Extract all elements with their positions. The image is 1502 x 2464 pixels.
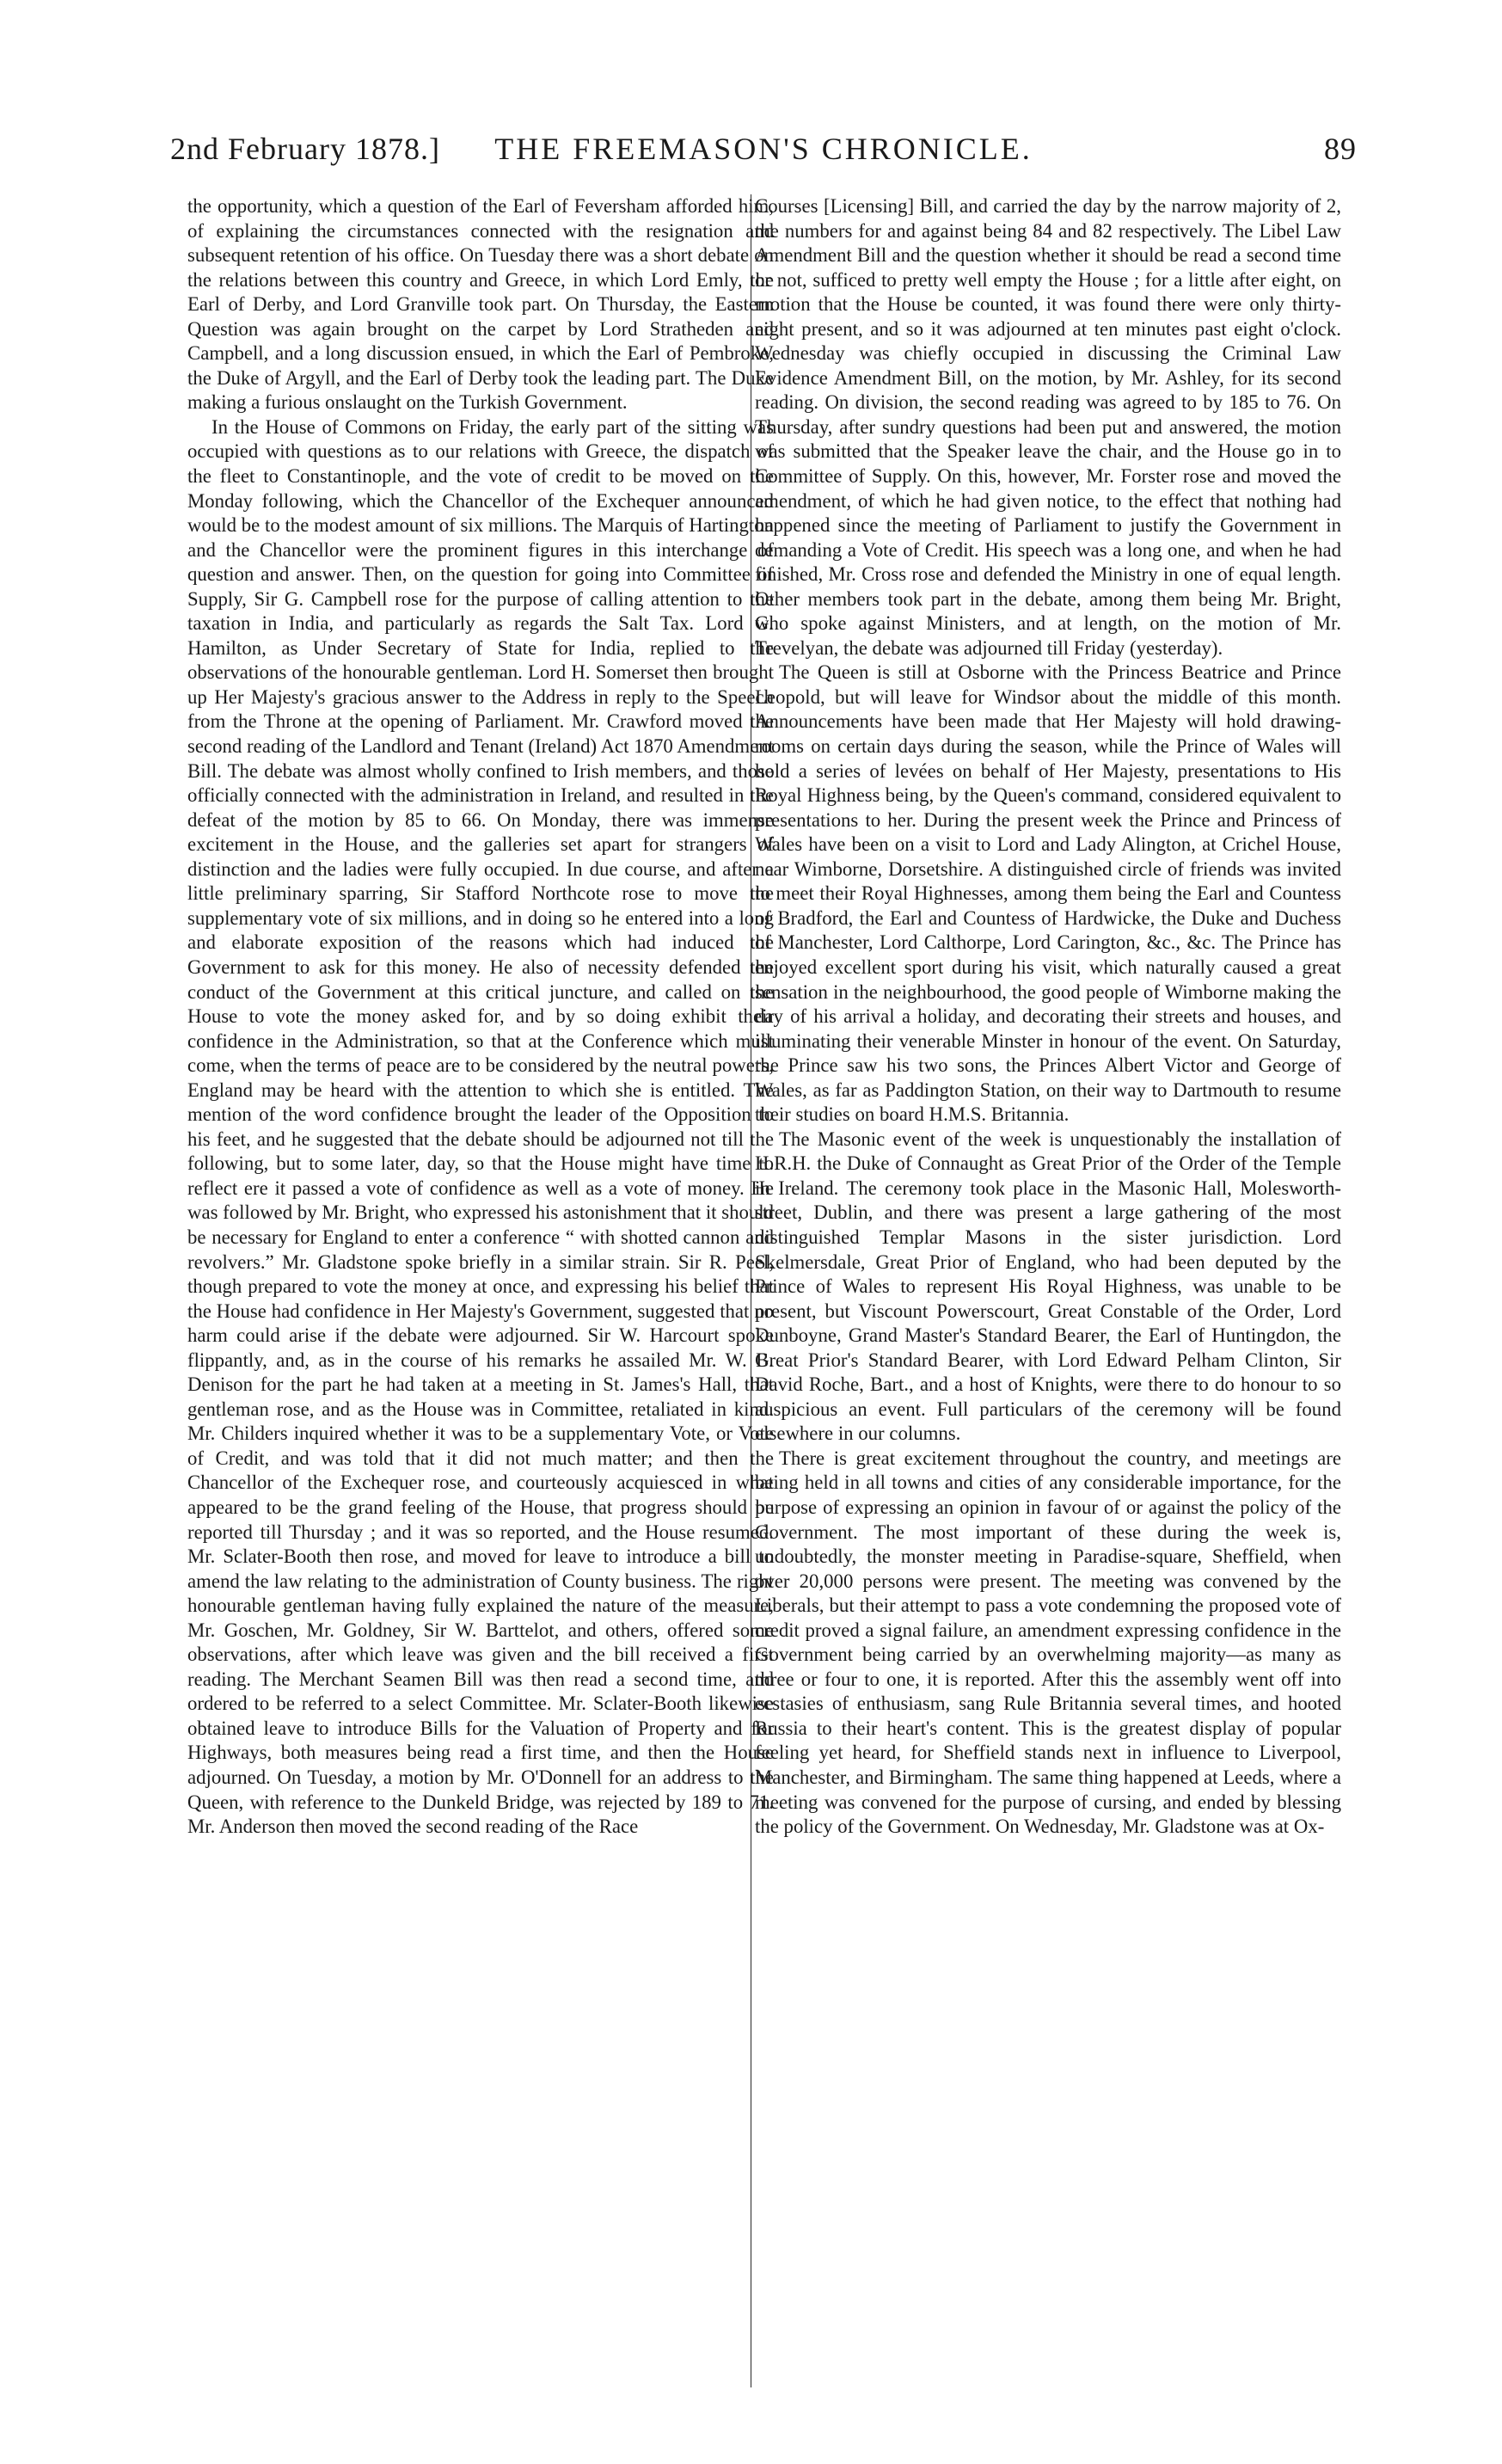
left-column	[187, 194, 774, 1840]
page-number: 89	[1324, 132, 1357, 166]
article-paragraph: The Masonic event of the week is unquestionably the installation of H.R.H. the Duke of Connaught as Great Prior of the Order of the Temple in Ireland. The ceremony took place in the Masonic Hall, Molesworth-street, Dublin, and there was present a large gathering of the most distinguished Templar Masons in the sister jurisdiction. Lord Skelmersdale, Great Prior of England, who had been deputed by the Prince of Wales to represent His Royal Highness, was unable to be present, but Viscount Powerscourt, Great Constable of the Order, Lord Dunboyne, Grand Master's Standard Bearer, the Earl of Huntingdon, the Great Prior's Standard Bearer, with Lord Edward Pelham Clinton, Sir David Roche, Bart., and a host of Knights, were there to do honour to so auspicious an event. Full particulars of the ceremony will be found elsewhere in our columns.	[755, 1128, 1341, 1445]
page-header	[170, 131, 1357, 182]
article-paragraph: There is great excitement throughout the country, and meetings are being held in all towns and cities of any considerable importance, for the purpose of expressing an opinion in favour of or against the policy of the Government. The most important of these during the week is, undoubtedly, the monster meeting in Paradise-square, Sheffield, when over 20,000 persons were present. The meeting was convened by the Liberals, but their attempt to pass a vote condemning the proposed vote of credit proved a signal failure, an amendment expressing confidence in the Government being carried by an overwhelming majority—as many as three or four to one, it is reported. After this the assembly went off into ecstasies of enthusiasm, sang Rule Britannia several times, and hooted Russia to their heart's content. This is the greatest display of popular feeling yet heard, for Sheffield stands next in influence to Liverpool, Manchester, and Birmingham. The same thing happened at Leeds, where a meeting was convened for the purpose of cursing, and ended by blessing the policy of the Government. On Wednesday, Mr. Gladstone was at Ox-	[755, 1447, 1341, 1838]
issue-date: 2nd February 1878.]	[170, 132, 440, 166]
article-paragraph: the opportunity, which a question of the Earl of Feversham afforded him, of explaining the circumstances connected with the resignation and subsequent retention of his office. On Tuesday there was a short debate on the relations between this country and Greece, in which Lord Emly, the Earl of Derby, and Lord Granville took part. On Thursday, the Eastern Question was again brought on the carpet by Lord Stratheden and Campbell, and a long discussion ensued, in which the Earl of Pembroke, the Duke of Argyll, and the Earl of Derby took the leading part. The Duke making a furious onslaught on the Turkish Government.	[187, 195, 774, 414]
publication-title: THE FREEMASON'S CHRONICLE.	[494, 132, 1033, 166]
article-paragraph: Courses [Licensing] Bill, and carried the day by the narrow majority of 2, the numbers for and against being 84 and 82 respectively. The Libel Law Amendment Bill and the question whether it should be read a second time or not, sufficed to pretty well empty the House ; for a little after eight, on motion that the House be counted, it was found there were only thirty-eight present, and so it was adjourned at ten minutes past eight o'clock. Wednesday was chiefly occupied in discussing the Criminal Law Evidence Amendment Bill, on the motion, by Mr. Ashley, for its second reading. On division, the second reading was agreed to by 185 to 76. On Thursday, after sundry questions had been put and answered, the motion was submitted that the Speaker leave the chair, and the House go in to Committee of Supply. On this, however, Mr. Forster rose and moved the amendment, of which he had given notice, to the effect that nothing had happened since the meeting of Parliament to justify the Government in demanding a Vote of Credit. His speech was a long one, and when he had finished, Mr. Cross rose and defended the Ministry in one of equal length. Other members took part in the debate, among them being Mr. Bright, who spoke against Ministers, and at length, on the motion of Mr. Trevelyan, the debate was adjourned till Friday (yesterday).	[755, 195, 1341, 659]
article-paragraph: The Queen is still at Osborne with the Princess Beatrice and Prince Leopold, but will leave for Windsor about the middle of this month. Announcements have been made that Her Majesty will hold drawing-rooms on certain days during the season, while the Prince of Wales will hold a series of levées on behalf of Her Majesty, presentations to His Royal Highness being, by the Queen's command, considered equivalent to presentations to her. During the present week the Prince and Princess of Wales have been on a visit to Lord and Lady Alington, at Crichel House, near Wimborne, Dorsetshire. A distinguished circle of friends was invited to meet their Royal Highnesses, among them being the Earl and Countess of Bradford, the Earl and Countess of Hardwicke, the Duke and Duchess of Manchester, Lord Calthorpe, Lord Carington, &c., &c. The Prince has enjoyed excellent sport during his visit, which naturally caused a great sensation in the neighbourhood, the good people of Wimborne making the day of his arrival a holiday, and decorating their streets and houses, and illuminating their venerable Minster in honour of the event. On Saturday, the Prince saw his two sons, the Princes Albert Victor and George of Wales, as far as Paddington Station, on their way to Dartmouth to resume their studies on board H.M.S. Britannia.	[755, 661, 1341, 1126]
article-paragraph: In the House of Commons on Friday, the early part of the sitting was occupied with questions as to our relations with Greece, the dispatch of the fleet to Constantinople, and the vote of credit to be moved on the Monday following, which the Chancellor of the Exchequer announced would be to the modest amount of six millions. The Marquis of Hartington and the Chancellor were the prominent figures in this interchange of question and answer. Then, on the question for going into Committee of Supply, Sir G. Campbell rose for the purpose of calling attention to the taxation in India, and particularly as regards the Salt Tax. Lord G. Hamilton, as Under Secretary of State for India, replied to the observations of the honourable gentleman. Lord H. Somerset then brought up Her Majesty's gracious answer to the Address in reply to the Speech from the Throne at the opening of Parliament. Mr. Crawford moved the second reading of the Landlord and Tenant (Ireland) Act 1870 Amendment Bill. The debate was almost wholly confined to Irish members, and those officially connected with the administration in Ireland, and resulted in the defeat of the motion by 85 to 66. On Monday, there was immense excitement in the House, and the galleries set apart for strangers of distinction and the ladies were fully occupied. In due course, and after a little preliminary sparring, Sir Stafford Northcote rose to move the supplementary vote of six millions, and in doing so he entered into a long and elaborate exposition of the reasons which had induced the Government to ask for this money. He also of necessity defended the conduct of the Government at this critical juncture, and called on the House to vote the money asked for, and by so doing exhibit their confidence in the Administration, so that at the Conference which must come, when the terms of peace are to be considered by the neutral powers, England may be heard with the attention to which she is entitled. The mention of the word confidence brought the leader of the Opposition to his feet, and he suggested that the debate should be adjourned not till the following, but to some later, day, so that the House might have time to reflect ere it passed a vote of confidence as well as a vote of money. He was followed by Mr. Bright, who expressed his astonishment that it should be necessary for England to enter a conference “ with shotted cannon and revolvers.” Mr. Gladstone spoke briefly in a similar strain. Sir R. Peel, though prepared to vote the money at once, and expressing his belief that the House had confidence in Her Majesty's Government, suggested that no harm could arise if the debate were adjourned. Sir W. Harcourt spoke flippantly, and, as in the course of his remarks he assailed Mr. W. B. Denison for the part he had taken at a meeting in St. James's Hall, that gentleman rose, and as the House was in Committee, retaliated in kind. Mr. Childers inquired whether it was to be a supplementary Vote, or Vote of Credit, and was told that it did not much matter; and then the Chancellor of the Exchequer rose, and courteously acquiesced in what appeared to be the grand feeling of the House, that progress should be reported till Thursday ; and it was so reported, and the House resumed. Mr. Sclater-Booth then rose, and moved for leave to introduce a bill to amend the law relating to the administration of County business. The right honourable gentleman having fully explained the nature of the measure, Mr. Goschen, Mr. Goldney, Sir W. Barttelot, and others, offered some observations, after which leave was given and the bill received a first reading. The Merchant Seamen Bill was then read a second time, and ordered to be referred to a select Committee. Mr. Sclater-Booth likewise obtained leave to introduce Bills for the Valuation of Property and for Highways, both measures being read a first time, and then the House adjourned. On Tuesday, a motion by Mr. O'Donnell for an address to the Queen, with reference to the Dunkeld Bridge, was rejected by 189 to 71. Mr. Anderson then moved the second reading of the Race	[187, 415, 774, 1838]
right-column	[755, 194, 1341, 1840]
